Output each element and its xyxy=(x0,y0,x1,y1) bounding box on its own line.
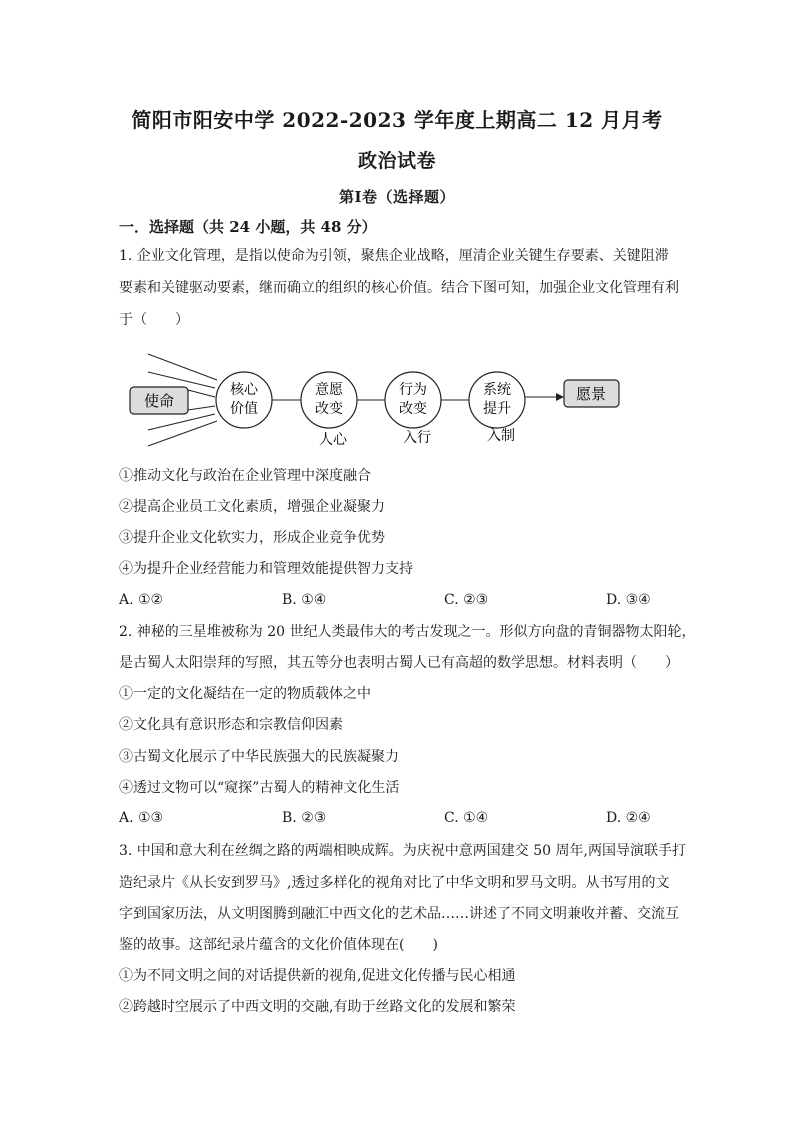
q1-option-a: A. ①② xyxy=(119,592,164,608)
behavior-change-label-2: 改变 xyxy=(399,401,427,417)
q3-statement-2: ②跨越时空展示了中西文明的交融,有助于丝路文化的发展和繁荣 xyxy=(119,999,516,1015)
end-label: 愿景 xyxy=(575,385,607,403)
arrow-head xyxy=(556,393,564,401)
q1-option-c: C. ②③ xyxy=(444,592,489,608)
q1-statement-3: ③提升企业文化软实力，形成企业竞争优势 xyxy=(119,530,385,546)
core-value-circle xyxy=(216,372,272,428)
q2-option-d: D. ②④ xyxy=(606,810,651,826)
exam-title: 简阳市阳安中学 2022-2023 学年度上期高二 12 月月考 xyxy=(131,108,663,132)
q1-line-2: 要素和关键驱动要素，继而确立的组织的核心价值。结合下图可知，加强企业文化管理有利 xyxy=(119,280,679,296)
action-label: 入行 xyxy=(403,430,431,446)
q2-line-1: 2. 神秘的三星堆被称为 20 世纪人类最伟大的考古发现之一。形似方向盘的青铜器物太阳轮， xyxy=(119,624,696,640)
will-change-label-1: 意愿 xyxy=(315,382,343,398)
q2-option-b: B. ②③ xyxy=(282,810,327,826)
heart-label: 人心 xyxy=(319,432,347,448)
q2-option-c: C. ①④ xyxy=(444,810,489,826)
behavior-change-circle xyxy=(385,372,441,428)
core-value-label-2: 价值 xyxy=(230,401,258,417)
q1-option-d: D. ③④ xyxy=(606,592,651,608)
system-upgrade-label-2: 提升 xyxy=(483,401,511,417)
q1-line-1: 1. 企业文化管理，是指以使命为引领，聚焦企业战略，厘清企业关键生存要素、关键阻滞 xyxy=(119,248,669,264)
behavior-change-label-1: 行为 xyxy=(399,382,427,398)
system-upgrade-circle xyxy=(469,372,525,428)
q2-statement-3: ③古蜀文化展示了中华民族强大的民族凝聚力 xyxy=(119,749,399,765)
q2-statement-1: ①一定的文化凝结在一定的物质载体之中 xyxy=(119,686,371,702)
q1-statement-2: ②提高企业员工文化素质，增强企业凝聚力 xyxy=(119,499,385,515)
system-upgrade-label-1: 系统 xyxy=(483,382,511,398)
start-label: 使命 xyxy=(143,392,175,410)
will-change-circle xyxy=(301,372,357,428)
q1-statement-1: ①推动文化与政治在企业管理中深度融合 xyxy=(119,468,371,484)
will-change-label-2: 改变 xyxy=(315,401,343,417)
q1-line-3: 于（ ） xyxy=(119,312,189,328)
q3-line-3: 字到国家历法，从文明图腾到融汇中西文化的艺术品……讲述了不同文明兼收并蓄、交流互 xyxy=(119,906,679,922)
culture-management-diagram xyxy=(120,342,630,450)
q3-line-4: 鉴的故事。这部纪录片蕴含的文化价值体现在( ) xyxy=(119,937,438,953)
q2-option-a: A. ①③ xyxy=(119,810,164,826)
core-value-label-1: 核心 xyxy=(230,382,258,398)
volume-heading: 第Ⅰ卷（选择题） xyxy=(338,188,456,206)
q2-statement-4: ④透过文物可以“窥探”古蜀人的精神文化生活 xyxy=(119,780,400,796)
system-label: 入制 xyxy=(487,428,515,444)
q1-statement-4: ④为提升企业经营能力和管理效能提供智力支持 xyxy=(119,561,413,577)
exam-subject: 政治试卷 xyxy=(357,150,436,172)
q1-option-b: B. ①④ xyxy=(282,592,327,608)
q2-statement-2: ②文化具有意识形态和宗教信仰因素 xyxy=(119,717,343,733)
section-heading: 一．选择题（共 24 小题，共 48 分） xyxy=(119,218,377,236)
q3-statement-1: ①为不同文明之间的对话提供新的视角,促进文化传播与民心相通 xyxy=(119,968,516,984)
q2-line-2: 是古蜀人太阳崇拜的写照，其五等分也表明古蜀人已有高超的数学思想。材料表明（ ） xyxy=(119,655,679,671)
q3-line-2: 造纪录片《从长安到罗马》,透过多样化的视角对比了中华文明和罗马文明。从书写用的文 xyxy=(119,875,670,891)
q3-line-1: 3. 中国和意大利在丝绸之路的两端相映成辉。为庆祝中意两国建交 50 周年,两国导演联手打 xyxy=(119,843,686,859)
